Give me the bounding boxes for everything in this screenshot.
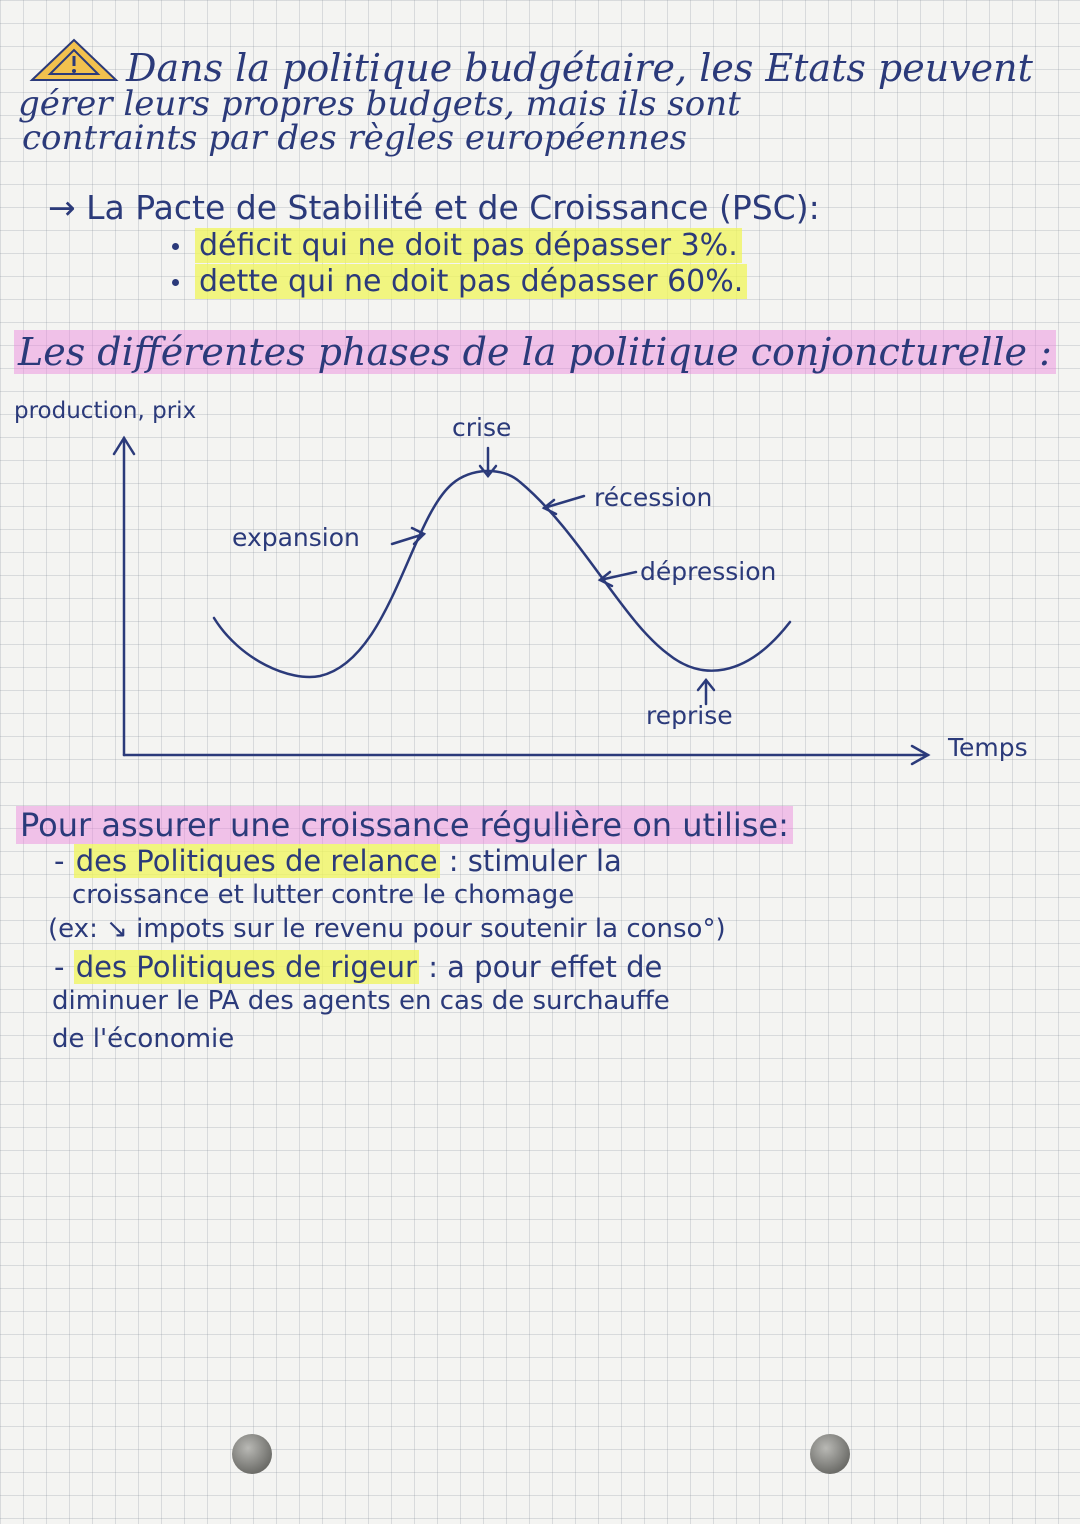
relance-line: [54, 844, 622, 878]
x-axis-label: Temps: [948, 733, 1028, 762]
business-cycle-diagram: [0, 410, 1080, 790]
relance-rest: : stimuler la: [448, 844, 622, 878]
growth-intro: [16, 806, 793, 844]
psc-title: → La Pacte de Stabilité et de Croissance (PSC):: [48, 188, 820, 227]
psc-bullet-text: déficit qui ne doit pas dépasser 3%.: [195, 228, 742, 263]
phases-title-text: Les différentes phases de la politique conjoncturelle :: [14, 330, 1056, 374]
growth-intro-text: Pour assurer une croissance régulière on utilise:: [16, 806, 793, 844]
rigueur-line-3: de l'économie: [52, 1024, 235, 1054]
y-axis-label: production, prix: [14, 398, 197, 424]
psc-bullet-deficit: [172, 228, 742, 263]
dash: -: [54, 950, 74, 984]
binder-hole-left: [232, 1434, 272, 1474]
rigueur-line: [54, 950, 662, 984]
psc-bullet-text: dette qui ne doit pas dépasser 60%.: [195, 264, 747, 299]
psc-bullet-dette: [172, 264, 747, 299]
label-expansion: expansion: [232, 523, 360, 552]
label-reprise: reprise: [646, 701, 733, 730]
relance-line-2: croissance et lutter contre le chomage: [72, 880, 575, 910]
rigueur-line-2: diminuer le PA des agents en cas de surchauffe: [52, 986, 670, 1016]
binder-hole-right: [810, 1434, 850, 1474]
label-crise: crise: [452, 413, 512, 442]
relance-example: (ex: ↘ impots sur le revenu pour soutenir la conso°): [48, 914, 726, 944]
rigueur-title: des Politiques de rigeur: [75, 950, 417, 984]
bullet-dot: [172, 243, 179, 250]
intro-line-1: Dans la politique budgétaire, les Etats peuvent: [126, 46, 1033, 90]
intro-line-3: contraints par des règles européennes: [22, 118, 688, 158]
dash: -: [54, 844, 74, 878]
bullet-dot: [172, 279, 179, 286]
warning-icon: [28, 36, 120, 84]
label-depression: dépression: [640, 557, 777, 586]
rigueur-rest: : a pour effet de: [428, 950, 663, 984]
intro-line-2: gérer leurs propres budgets, mais ils sont: [18, 84, 741, 124]
relance-title: des Politiques de relance: [75, 844, 438, 878]
label-recession: récession: [594, 483, 713, 512]
phases-title: [14, 330, 1056, 374]
